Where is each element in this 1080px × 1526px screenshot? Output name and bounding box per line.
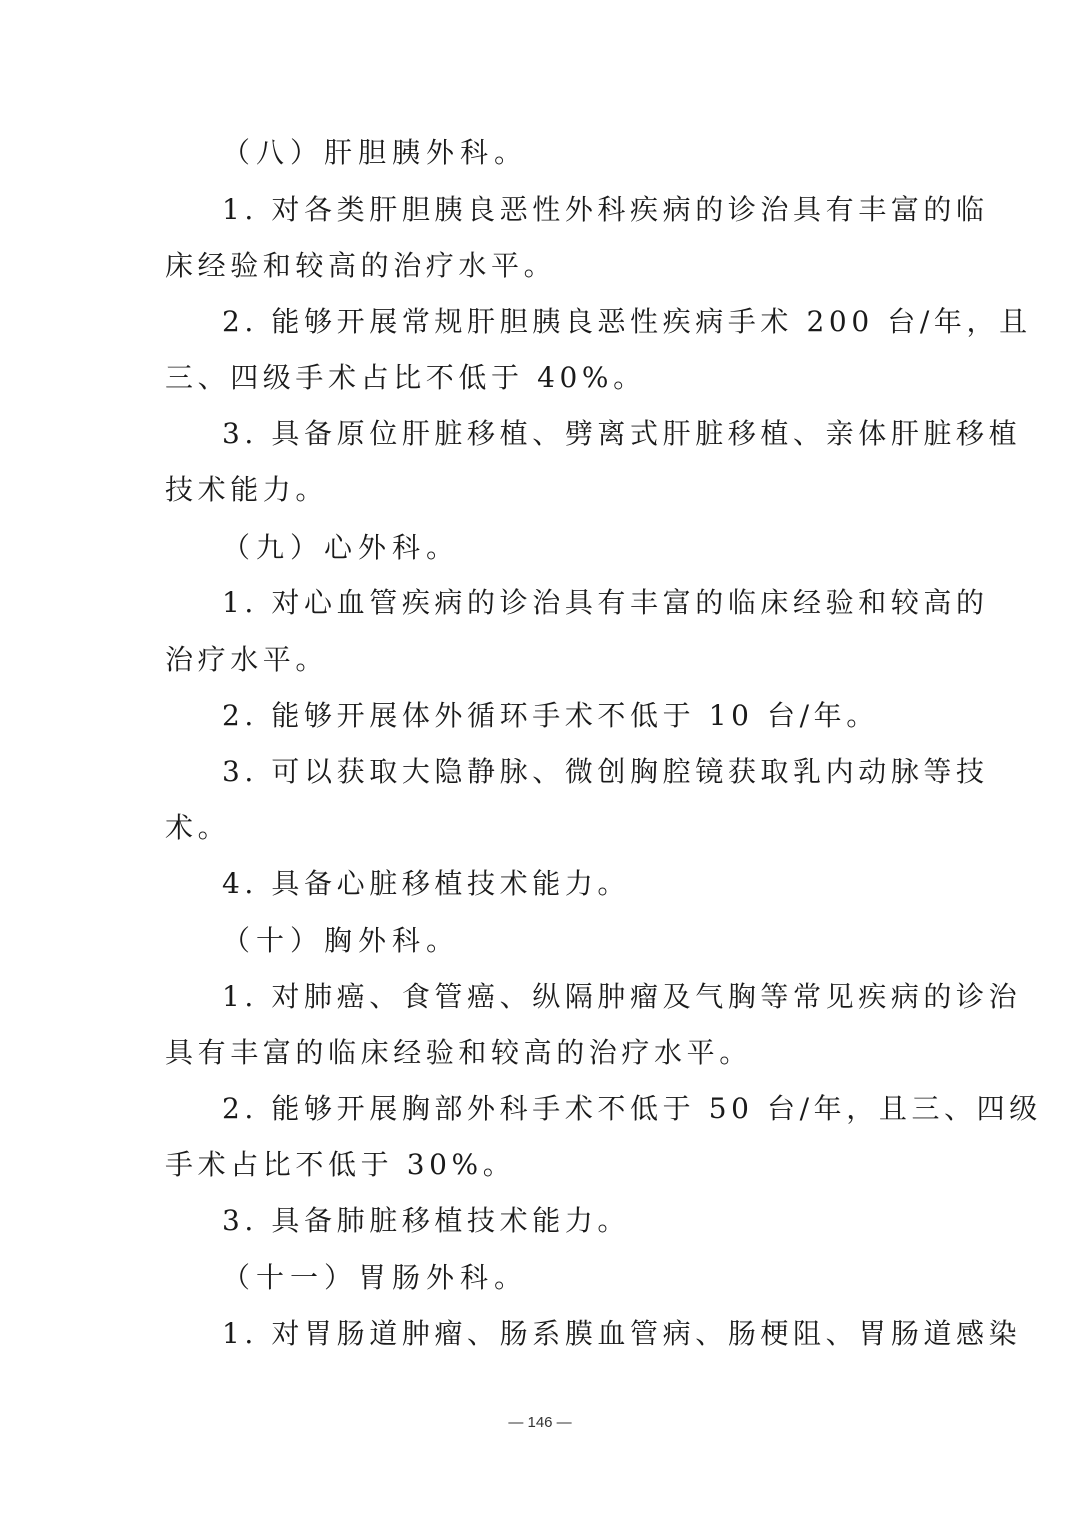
paragraph-line: 具有丰富的临床经验和较高的治疗水平。 xyxy=(165,1036,752,1069)
paragraph-line: 4. 具备心脏移植技术能力。 xyxy=(222,867,631,900)
paragraph-line: 1. 对胃肠道肿瘤、肠系膜血管病、肠梗阻、胃肠道感染 xyxy=(222,1317,1022,1350)
paragraph-line: 三、四级手术占比不低于 40%。 xyxy=(165,361,646,394)
paragraph-line: 术。 xyxy=(165,811,231,844)
paragraph-line: 床经验和较高的治疗水平。 xyxy=(165,249,557,282)
section-heading-hepatobiliary: （八）肝胆胰外科。 xyxy=(222,136,529,169)
paragraph-line: 1. 对各类肝胆胰良恶性外科疾病的诊治具有丰富的临 xyxy=(222,193,989,226)
section-heading-cardiac: （九）心外科。 xyxy=(222,531,461,564)
paragraph-line: 3. 可以获取大隐静脉、微创胸腔镜获取乳内动脉等技 xyxy=(222,755,989,788)
paragraph-line: 1. 对肺癌、食管癌、纵隔肿瘤及气胸等常见疾病的诊治 xyxy=(222,980,1022,1013)
page-number: — 146 — xyxy=(508,1414,572,1431)
paragraph-line: 技术能力。 xyxy=(165,473,329,506)
paragraph-line: 3. 具备原位肝脏移植、劈离式肝脏移植、亲体肝脏移植 xyxy=(222,417,1022,450)
section-heading-thoracic: （十）胸外科。 xyxy=(222,924,461,957)
paragraph-line: 3. 具备肺脏移植技术能力。 xyxy=(222,1204,631,1237)
paragraph-line: 治疗水平。 xyxy=(165,643,329,676)
paragraph-line: 2. 能够开展体外循环手术不低于 10 台/年。 xyxy=(222,699,879,732)
paragraph-line: 1. 对心血管疾病的诊治具有丰富的临床经验和较高的 xyxy=(222,586,989,619)
section-heading-gastrointestinal: （十一）胃肠外科。 xyxy=(222,1261,529,1294)
paragraph-line: 手术占比不低于 30%。 xyxy=(165,1148,516,1181)
paragraph-line: 2. 能够开展常规肝胆胰良恶性疾病手术 200 台/年，且 xyxy=(222,305,1032,338)
paragraph-line: 2. 能够开展胸部外科手术不低于 50 台/年，且三、四级 xyxy=(222,1092,1042,1125)
